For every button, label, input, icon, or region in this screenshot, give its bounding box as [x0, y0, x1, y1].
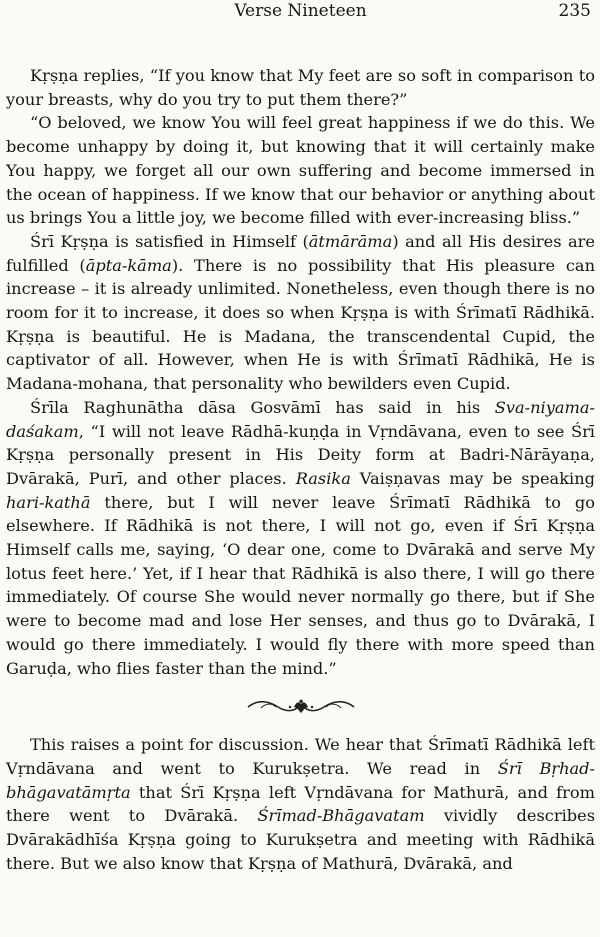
paragraph-3 — [6, 230, 595, 396]
running-header — [6, 0, 595, 26]
paragraph-4 — [6, 396, 595, 680]
italic-term-apta-kama: āpta-kāma — [85, 255, 172, 275]
paragraph-5-text-2: that Śrī Kṛṣṇa left Vṛndāvana for Mathurā, and from there went to Dvārakā. — [6, 782, 595, 826]
paragraph-2: “O beloved, we know You will feel great happiness if we do this. We become unhappy by doing it, but knowing that it will certainly make You happy, we forget all our own suffering and become immersed in the ocean of happiness. If we know that our behavior or anything about us brings You a little joy, we become filled with ever-increasing bliss.” — [6, 113, 595, 228]
italic-title-sva-niyama-dasakam: Sva-niyama-daśakam — [6, 397, 595, 441]
paragraph-5-text-1: This raises a point for discussion. We hear that Śrīmatī Rādhikā left Vṛndāvana and went to Kurukṣetra. We read in — [6, 735, 595, 778]
paragraph-4-text-3: Vaiṣṇavas may be speaking — [350, 468, 595, 488]
page-number: 235 — [558, 1, 591, 21]
paragraph-3-text-2: ) and all His desires are fulfilled ( — [6, 231, 595, 275]
chapter-title: Verse Nineteen — [234, 1, 367, 21]
paragraph-5 — [6, 733, 595, 875]
italic-term-atmarama: ātmārāma — [308, 231, 393, 251]
paragraph-4-text-1: Śrīla Raghunātha dāsa Gosvāmī has said in his — [30, 397, 495, 417]
next-section — [6, 733, 595, 875]
paragraph-3-text-1: Śrī Kṛṣṇa is satisfied in Himself ( — [30, 231, 309, 251]
section-divider-ornament — [6, 688, 595, 726]
paragraph-5-text-3: vividly describes Dvārakādhīśa Kṛṣṇa going to Kurukṣetra and meeting with Rādhikā there. But we also know that Kṛṣṇa of Mathurā, Dvārakā, and — [6, 806, 596, 873]
italic-title-srimad-bhagavatam: Śrīmad-Bhāgavatam — [257, 806, 425, 826]
flourish-ornament-icon — [242, 698, 360, 716]
italic-term-hari-katha: hari-kathā — [6, 492, 91, 512]
paragraph-3-text-3: ). There is no possibility that His pleasure can increase – it is already unlimited. Nonetheless, even though there is no room for it to increase, it does so when Kṛṣṇa is with Śrīmatī Rādhikā. Kṛṣṇa is beautiful. He is Madana, the transcendental Cupid, the captivator of all. However, when He is with Śrīmatī Rādhikā, He is Madana-mohana, that personality who bewilders even Cupid. — [6, 255, 595, 394]
italic-title-sri-brhad-bhagavatamrta: Śrī Bṛhad-bhāgavatāmṛta — [6, 758, 595, 802]
paragraph-4-text-2: , “I will not leave Rādhā-kuṇḍa in Vṛndāvana, even to see Śrī Kṛṣṇa personally present in His Deity form at Badri-Nārāyaṇa, Dvārakā, Purī, and other places. — [6, 421, 595, 488]
paragraph-4-text-4: there, but I will never leave Śrīmatī Rādhikā to go elsewhere. If Rādhikā is not there, I will not go, even if Śrī Kṛṣṇa Himself calls me, saying, ‘O dear one, come to Dvārakā and serve My lotus feet here.’ Yet, if I hear that Rādhikā is also there, I will go there immediately. Of course She would never normally go there, but if She were to become mad and lose Her senses, and thus go to Dvārakā, I would go there immediately. I would fly there with more speed than Garuḍa, who flies faster than the mind.” — [6, 492, 595, 678]
paragraph-1: Kṛṣṇa replies, “If you know that My feet are so soft in comparison to your breasts, why do you try to put them there?” — [6, 66, 595, 109]
main-text — [6, 64, 595, 876]
italic-term-rasika: Rasika — [295, 468, 351, 488]
